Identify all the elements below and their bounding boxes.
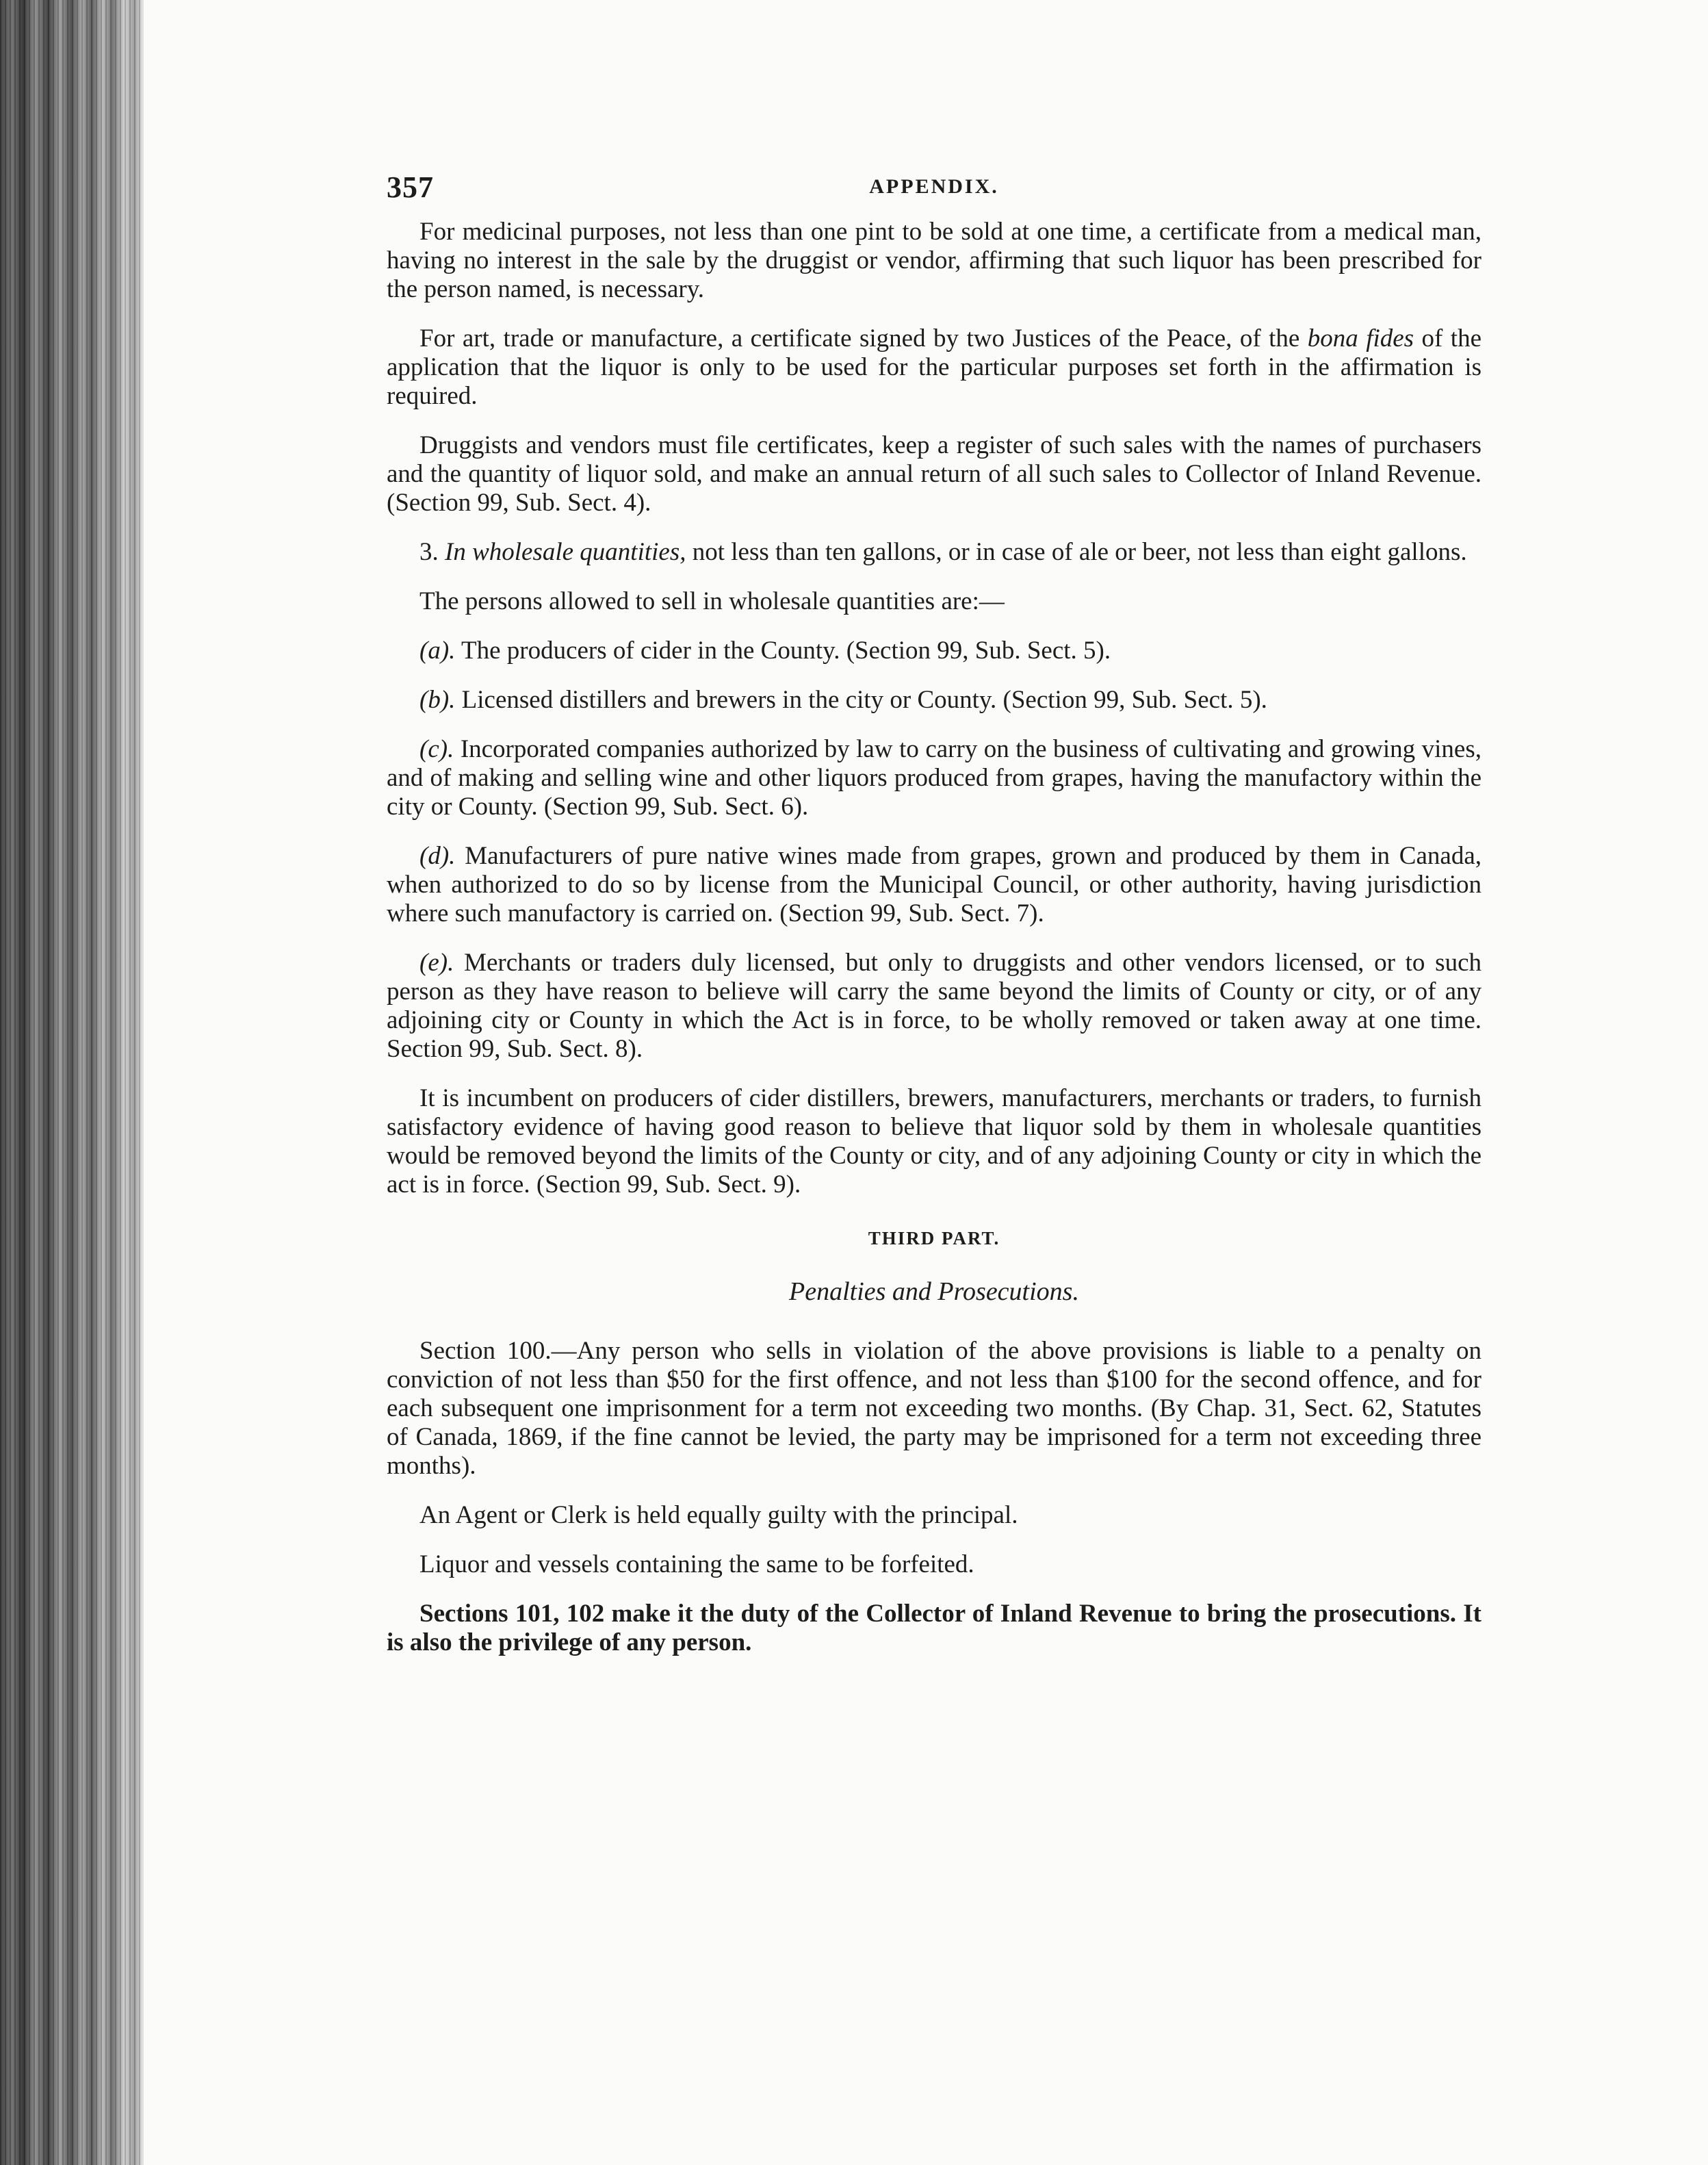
list-item-b (387, 686, 1481, 715)
wholesale-italic: In wholesale quantities, (445, 538, 686, 566)
wholesale-number: 3. (419, 538, 445, 566)
paragraph-persons-allowed: The persons allowed to sell in wholesale quantities are:— (419, 587, 1005, 615)
paragraph-sections-101-102: Sections 101, 102 make it the duty of the Collector of Inland Revenue to bring the prosecutions. It is also the privilege of any person. (387, 1600, 1481, 1656)
running-title: APPENDIX. (869, 175, 999, 198)
list-item-a (387, 637, 1481, 665)
paragraph-incumbent: It is incumbent on producers of cider distillers, brewers, manufacturers, merchants or traders, to furnish satisfactory evidence of having good reason to believe that liquor sold by them in wholesale quantities would be removed beyond the limits of the County or city, and of any adjoining County or city in which the act is in force. (Section 99, Sub. Sect. 9). (387, 1084, 1481, 1199)
list-label-d: (d). (419, 842, 456, 870)
list-label-c: (c). (419, 735, 454, 763)
paragraph-wholesale (387, 538, 1481, 567)
paragraph-art-trade (387, 324, 1481, 411)
list-item-d (387, 842, 1481, 928)
list-text-d: Manufacturers of pure native wines made from grapes, grown and produced by them in Canada, when authorized to do so by license from the Municipal Council, or other authority, having jurisdiction where such manufactory is carried on. (Section 99, Sub. Sect. 7). (387, 842, 1481, 927)
page-content (387, 170, 1481, 1678)
book-page-edges (0, 0, 144, 2165)
paragraph-art-trade-text-1: For art, trade or manufacture, a certificate signed by two Justices of the Peace, of the (419, 324, 1308, 353)
third-part-body (387, 1337, 1481, 1657)
list-label-e: (e). (419, 949, 454, 977)
bona-fides-italic: bona fides (1307, 324, 1414, 353)
list-label-a: (a). (419, 637, 456, 665)
paragraph-art-trade-text-2: of the application that the liquor is only to be used for the particular purposes set forth in the affirmation is required. (387, 324, 1481, 410)
paragraph-druggists: Druggists and vendors must file certificates, keep a register of such sales with the names of purchasers and the quantity of liquor sold, and make an annual return of all such sales to Collector of Inland Revenue. (Section 99, Sub. Sect. 4). (387, 431, 1481, 517)
section-subheading: Penalties and Prosecutions. (789, 1277, 1079, 1306)
page-number: 357 (387, 170, 434, 204)
paragraph-section-100: Section 100.—Any person who sells in violation of the above provisions is liable to a penalty on conviction of not less than $50 for the first offence, and not less than $100 for the second offence, and for each subsequent one imprisonment for a term not exceeding two months. (By Chap. 31, Sect. 62, Statutes of Canada, 1869, if the fine cannot be levied, the party may be imprisoned for a term not exceeding three months). (387, 1337, 1481, 1480)
page-header (387, 170, 1481, 218)
paragraph-medicinal: For medicinal purposes, not less than one pint to be sold at one time, a certificate from a medical man, having no interest in the sale by the druggist or vendor, affirming that such liquor has been prescribed for the person named, is necessary. (387, 218, 1481, 303)
list-text-c: Incorporated companies authorized by law to carry on the business of cultivating and growing vines, and of making and selling wine and other liquors produced from grapes, having the manufactory within the city or County. (Section 99, Sub. Sect. 6). (387, 735, 1481, 821)
list-item-e (387, 949, 1481, 1064)
list-item-c (387, 735, 1481, 821)
list-text-a: The producers of cider in the County. (Section 99, Sub. Sect. 5). (455, 637, 1111, 665)
wholesale-text: not less than ten gallons, or in case of ale or beer, not less than eight gallons. (686, 538, 1467, 566)
paragraph-forfeited: Liquor and vessels containing the same to be forfeited. (419, 1550, 974, 1578)
list-text-e: Merchants or traders duly licensed, but only to druggists and other vendors licensed, or to such person as they have reason to believe will carry the same beyond the limits of County or city, or of any adjoining city or County in which the Act is in force, to be wholly removed or taken away at one time. Section 99, Sub. Sect. 8). (387, 949, 1481, 1063)
list-text-b: Licensed distillers and brewers in the city or County. (Section 99, Sub. Sect. 5). (455, 686, 1267, 714)
section-heading: THIRD PART. (868, 1228, 1000, 1248)
paragraph-agent-clerk: An Agent or Clerk is held equally guilty with the principal. (419, 1501, 1018, 1529)
list-label-b: (b). (419, 686, 456, 714)
